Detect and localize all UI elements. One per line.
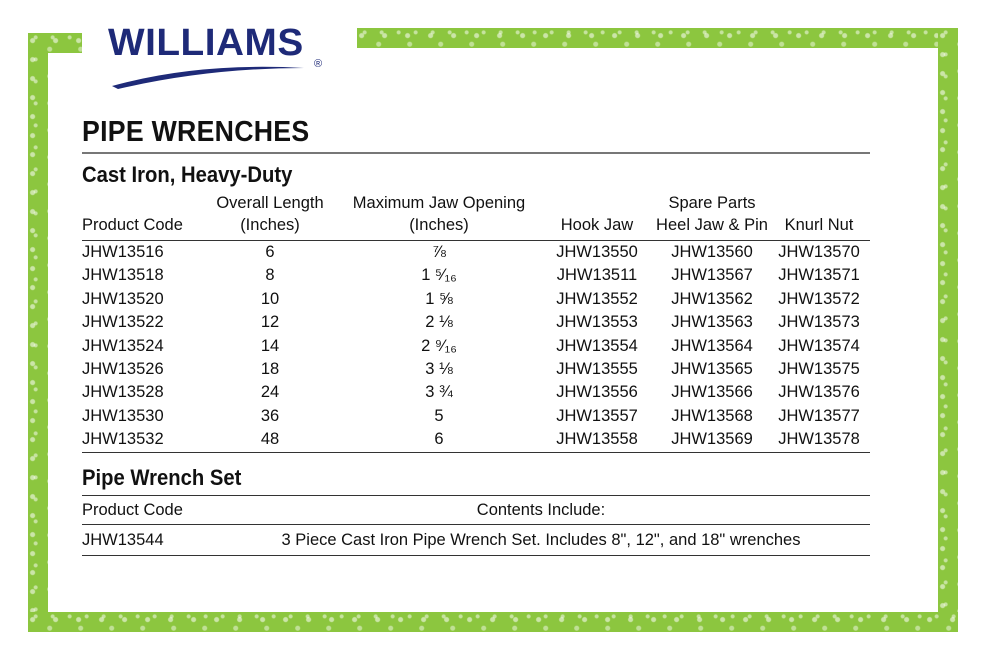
cell-knurl-nut: JHW13573 (778, 313, 860, 332)
cell-hook-jaw: JHW13558 (538, 428, 656, 452)
cell-product-code: JHW13532 (82, 428, 200, 452)
brand-name: WILLIAMS (108, 22, 304, 64)
header-knurl-nut: Knurl Nut (768, 214, 870, 241)
cell-heel-jaw: JHW13568 (671, 406, 753, 425)
cell-length: 8 (265, 266, 275, 285)
header-product-code: Product Code (82, 214, 200, 241)
header-jaw-opening-1: Maximum Jaw Opening (352, 194, 526, 212)
table-row (82, 288, 870, 311)
cell-product-code: JHW13530 (82, 406, 164, 425)
cell-knurl-nut: JHW13575 (778, 360, 860, 379)
cell-length: 24 (260, 383, 280, 402)
cell-hook-jaw: JHW13555 (556, 360, 638, 379)
cell-length: 48 (200, 428, 340, 452)
section-title-wrench-set: Pipe Wrench Set (82, 464, 242, 490)
cell-hook-jaw: JHW13554 (556, 336, 638, 355)
registered-mark: ® (314, 58, 323, 70)
cell-heel-jaw: JHW13564 (671, 336, 753, 355)
cell-jaw-opening: 2 ⁹⁄₁₆ (421, 336, 457, 355)
cell-length: 6 (265, 243, 275, 261)
cell-product-code: JHW13520 (82, 289, 164, 308)
section-title-cast-iron: Cast Iron, Heavy-Duty (82, 162, 293, 187)
frame-bottom (28, 612, 958, 632)
cell-knurl-nut: JHW13570 (778, 243, 860, 261)
cell-heel-jaw: JHW13569 (656, 428, 768, 452)
brand-logo (108, 22, 328, 92)
cell-hook-jaw: JHW13557 (556, 406, 638, 425)
cell-hook-jaw: JHW13511 (556, 266, 638, 285)
wrench-set-table (82, 495, 870, 556)
cell-heel-jaw: JHW13560 (671, 243, 753, 261)
cell-knurl-nut: JHW13576 (778, 383, 860, 402)
cell-jaw-opening: 3 ¾ (425, 383, 453, 402)
cell-set-product-code: JHW13544 (82, 524, 212, 555)
table-row (82, 335, 870, 358)
cell-jaw-opening: 1 ⅝ (425, 289, 453, 308)
table-row (82, 524, 870, 555)
cell-knurl-nut: JHW13574 (778, 336, 860, 355)
table-row (82, 381, 870, 404)
frame-right (938, 28, 958, 630)
cell-knurl-nut: JHW13571 (778, 266, 860, 285)
wrench-specs-table (82, 192, 870, 453)
cell-length: 18 (260, 360, 280, 379)
cell-hook-jaw: JHW13550 (556, 243, 638, 261)
table-row (82, 358, 870, 381)
cell-hook-jaw: JHW13553 (556, 313, 638, 332)
cell-length: 12 (260, 313, 280, 332)
cell-product-code: JHW13522 (82, 313, 164, 332)
cell-heel-jaw: JHW13565 (671, 360, 753, 379)
title-divider (82, 152, 870, 154)
cell-heel-jaw: JHW13566 (671, 383, 753, 402)
cell-product-code: JHW13516 (82, 243, 164, 261)
cell-jaw-opening: 3 ⅛ (425, 360, 453, 379)
cell-product-code: JHW13526 (82, 360, 164, 379)
cell-hook-jaw: JHW13556 (556, 383, 638, 402)
header-spare-parts: Spare Parts (668, 194, 756, 212)
frame-left (28, 33, 48, 631)
cell-jaw-opening: ⅞ (432, 243, 446, 261)
header-contents: Contents Include: (212, 495, 870, 524)
cell-knurl-nut: JHW13578 (768, 428, 870, 452)
table-row (82, 264, 870, 287)
header-hook-jaw: Hook Jaw (538, 214, 656, 241)
header-set-product-code: Product Code (82, 495, 212, 524)
header-heel-jaw: Heel Jaw & Pin (656, 214, 768, 241)
logo-swoosh-icon (108, 62, 308, 90)
cell-product-code: JHW13528 (82, 383, 164, 402)
cell-knurl-nut: JHW13572 (778, 289, 860, 308)
cell-product-code: JHW13518 (82, 266, 164, 285)
frame-top-right (357, 28, 957, 48)
cell-jaw-opening: 1 ⁵⁄₁₆ (421, 266, 457, 285)
cell-jaw-opening: 5 (434, 406, 444, 425)
cell-jaw-opening: 2 ⅛ (425, 313, 453, 332)
cell-hook-jaw: JHW13552 (556, 289, 638, 308)
cell-length: 14 (260, 336, 280, 355)
cell-heel-jaw: JHW13562 (671, 289, 753, 308)
table-row (82, 405, 870, 428)
table-row (82, 428, 870, 452)
header-overall-length-1: Overall Length (216, 194, 324, 212)
table-row (82, 311, 870, 334)
cell-jaw-opening: 6 (340, 428, 538, 452)
cell-product-code: JHW13524 (82, 336, 164, 355)
cell-knurl-nut: JHW13577 (778, 406, 860, 425)
header-overall-length-2: (Inches) (200, 214, 340, 241)
header-jaw-opening-2: (Inches) (340, 214, 538, 241)
cell-heel-jaw: JHW13563 (671, 313, 753, 332)
table-row (82, 241, 870, 265)
cell-length: 36 (260, 406, 280, 425)
main-content (82, 114, 870, 556)
page-title: PIPE WRENCHES (82, 116, 310, 148)
cell-contents: 3 Piece Cast Iron Pipe Wrench Set. Includes 8", 12", and 18" wrenches (212, 524, 870, 555)
cell-length: 10 (260, 289, 280, 308)
cell-heel-jaw: JHW13567 (671, 266, 753, 285)
